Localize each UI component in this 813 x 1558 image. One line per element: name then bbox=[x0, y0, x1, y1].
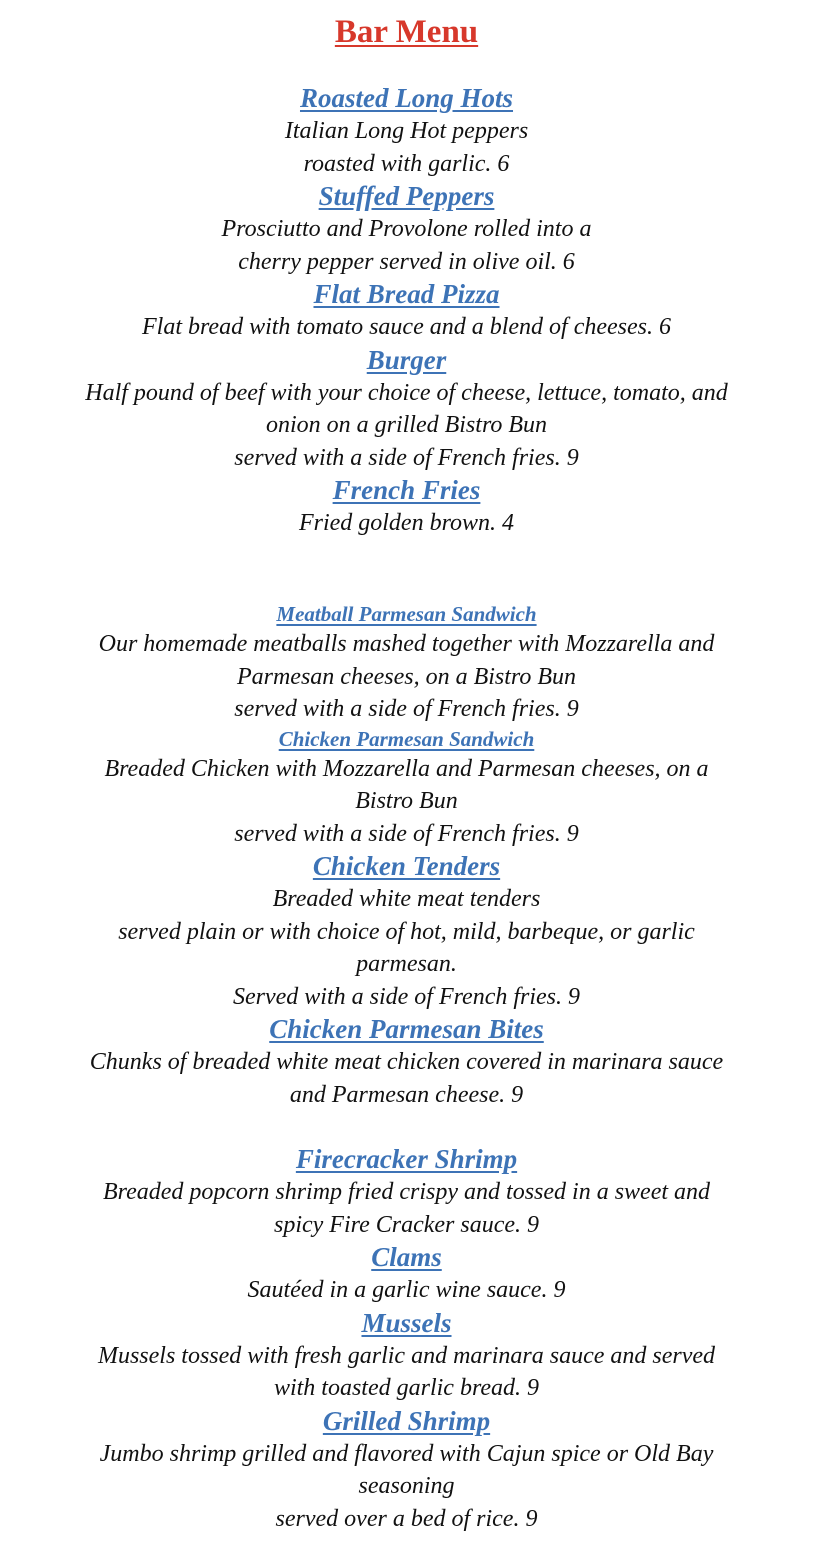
menu-item-description-line: cherry pepper served in olive oil. 6 bbox=[238, 248, 575, 275]
menu-item-description-line: Breaded Chicken with Mozzarella and Parmesan cheeses, on a bbox=[104, 755, 709, 782]
menu-item bbox=[0, 726, 813, 851]
menu-item-description-line: spicy Fire Cracker sauce. 9 bbox=[273, 1211, 540, 1238]
menu-section-sandwiches bbox=[0, 601, 813, 1111]
menu-item-name: Chicken Parmesan Sandwich bbox=[278, 726, 535, 751]
menu-item-description-line: Italian Long Hot peppers bbox=[284, 118, 529, 144]
menu-item-description-line: Sautéed in a garlic wine sauce. 9 bbox=[247, 1277, 566, 1303]
menu-item-description-line: Served with a side of French fries. 9 bbox=[232, 983, 581, 1010]
menu-item-name: Meatball Parmesan Sandwich bbox=[276, 602, 537, 626]
menu-item-description-line: Mussels tossed with fresh garlic and marinara sauce and served bbox=[97, 1342, 716, 1369]
menu-item-description-line: and Parmesan cheese. 9 bbox=[289, 1081, 524, 1108]
menu-item-description-line: Bistro Bun bbox=[355, 788, 458, 814]
menu-item-description-line: Breaded white meat tenders bbox=[272, 886, 541, 912]
menu-item bbox=[0, 180, 813, 278]
menu-section-seafood bbox=[0, 1143, 813, 1535]
menu-item bbox=[0, 1405, 813, 1536]
menu-section-appetizers bbox=[0, 82, 813, 540]
menu-item bbox=[0, 1241, 813, 1307]
menu-item-description-line: Flat bread with tomato sauce and a blend of cheeses. 6 bbox=[141, 314, 672, 340]
menu-item-description-line: served with a side of French fries. 9 bbox=[234, 696, 579, 722]
menu-item-description-line: served with a side of French fries. 9 bbox=[234, 820, 579, 847]
menu-item-description-line: served with a side of French fries. 9 bbox=[234, 444, 579, 471]
menu-item-description-line: roasted with garlic. 6 bbox=[303, 150, 510, 177]
menu-item-description-line: served over a bed of rice. 9 bbox=[275, 1505, 538, 1532]
menu-item-name: Chicken Tenders bbox=[312, 851, 501, 881]
menu-item-description-line: seasoning bbox=[358, 1473, 455, 1499]
menu-item-name: Clams bbox=[371, 1242, 442, 1272]
menu-item-description-line: Jumbo shrimp grilled and flavored with Cajun spice or Old Bay bbox=[99, 1440, 714, 1467]
menu-item bbox=[0, 601, 813, 726]
menu-item-name: Flat Bread Pizza bbox=[313, 279, 500, 309]
menu-item-name: Roasted Long Hots bbox=[299, 83, 514, 113]
menu-item-description-line: served plain or with choice of hot, mild, barbeque, or garlic bbox=[118, 918, 695, 945]
menu-item-name: Stuffed Peppers bbox=[318, 181, 495, 211]
menu-item-description-line: Fried golden brown. 4 bbox=[298, 510, 515, 536]
menu-item-description-line: Breaded popcorn shrimp fried crispy and tossed in a sweet and bbox=[102, 1179, 711, 1205]
menu-item-description-line: Prosciutto and Provolone rolled into a bbox=[221, 216, 592, 242]
menu-item-description-line: parmesan. bbox=[356, 951, 457, 977]
menu-item bbox=[0, 344, 813, 475]
menu-item-description-line: onion on a grilled Bistro Bun bbox=[265, 412, 548, 438]
menu-item-description-line: Parmesan cheeses, on a Bistro Bun bbox=[236, 663, 577, 690]
menu-item bbox=[0, 850, 813, 1013]
menu-item-name: Grilled Shrimp bbox=[322, 1405, 491, 1436]
menu-item bbox=[0, 1307, 813, 1405]
menu-item-description-line: Our homemade meatballs mashed together with Mozzarella and bbox=[98, 631, 715, 657]
menu-item-name: Firecracker Shrimp bbox=[295, 1144, 518, 1174]
menu-title: Bar Menu bbox=[334, 14, 479, 50]
menu-item bbox=[0, 278, 813, 344]
menu-item bbox=[0, 1143, 813, 1241]
menu-item bbox=[0, 82, 813, 180]
menu-item-name: French Fries bbox=[332, 475, 481, 505]
menu-item-description-line: Chunks of breaded white meat chicken covered in marinara sauce bbox=[89, 1049, 724, 1075]
menu-item-description-line: with toasted garlic bread. 9 bbox=[273, 1375, 540, 1401]
menu-item-name: Chicken Parmesan Bites bbox=[269, 1014, 544, 1044]
menu-item-name: Burger bbox=[366, 344, 447, 375]
menu-item bbox=[0, 1013, 813, 1111]
menu-item-name: Mussels bbox=[361, 1307, 452, 1338]
menu-item bbox=[0, 474, 813, 540]
menu-item-description-line: Half pound of beef with your choice of cheese, lettuce, tomato, and bbox=[85, 379, 728, 406]
